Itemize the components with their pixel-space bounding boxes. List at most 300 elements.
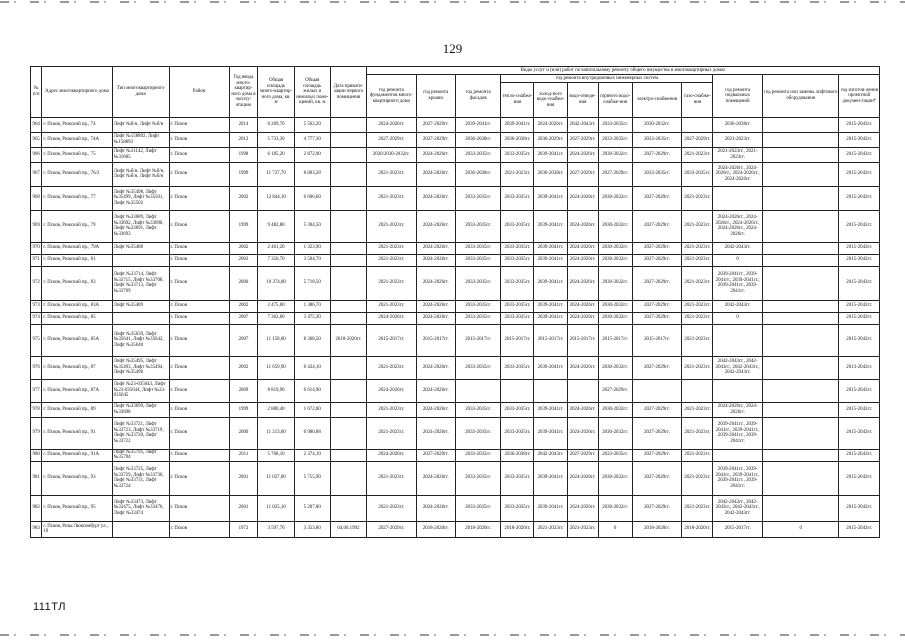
house-type-cell: Лифт №33714, Лифт №33715, Лифт №33708, Лифт №33713, Лифт №33709 xyxy=(112,266,169,300)
district-cell: г. Псков xyxy=(169,521,229,537)
living-area-cell: 5 755,90 xyxy=(294,461,330,495)
basement-cell: 2042-2043гг. xyxy=(713,242,763,254)
row-number: 983 xyxy=(31,521,42,537)
lift-cell xyxy=(762,162,839,186)
year-cell: 1999 xyxy=(229,162,258,186)
cold-water-cell: 2042-2043гг. xyxy=(534,449,567,461)
lift-cell xyxy=(762,495,839,521)
lift-cell xyxy=(762,356,839,379)
privatization-date-cell xyxy=(330,379,366,402)
total-area-cell: 2 461,20 xyxy=(258,242,294,254)
privatization-date-cell xyxy=(330,210,366,242)
row-number: 975 xyxy=(31,324,42,356)
electric-cell: 2027-2029гг. xyxy=(632,417,682,449)
address-cell: г. Псков, Рижский пр., 79А xyxy=(42,242,112,254)
row-number: 976 xyxy=(31,356,42,379)
row-number: 977 xyxy=(31,379,42,402)
foundation-cell: 2021-2023гг. xyxy=(367,254,417,266)
basement-cell: 2042-2043гг. xyxy=(713,300,763,312)
table-row xyxy=(31,186,880,210)
privatization-date-cell xyxy=(330,356,366,379)
house-type-cell: Лифт №23-035643, Лифт №23-035644, Лифт №23-035645 xyxy=(112,379,169,402)
cold-water-cell: 2039-2041гг. xyxy=(534,461,567,495)
year-cell: 2003 xyxy=(229,254,258,266)
row-number: 982 xyxy=(31,495,42,521)
district-cell: г. Псков xyxy=(169,402,229,417)
total-area-cell: 5 733,30 xyxy=(258,132,294,147)
address-cell: г. Псков, Рижский пр., 75 xyxy=(42,147,112,162)
privatization-date-cell xyxy=(330,162,366,186)
lift-cell xyxy=(762,312,839,324)
electric-cell: 2027-2029гг. xyxy=(632,210,682,242)
table-row xyxy=(31,117,880,132)
cold-water-cell: 2039-2041гг. xyxy=(534,266,567,300)
district-cell: г. Псков xyxy=(169,324,229,356)
sewer-cell: 2042-2043гг. xyxy=(567,117,598,132)
header-roof: год ремонта крыши xyxy=(416,75,455,117)
foundation-cell: 2027-2029гг. xyxy=(367,132,417,147)
table-row xyxy=(31,254,880,266)
total-area-cell: 2 880,40 xyxy=(258,402,294,417)
sewer-cell: 2024-2026гг. xyxy=(567,266,598,300)
cold-water-cell xyxy=(534,379,567,402)
row-number: 964 xyxy=(31,117,42,132)
sewer-cell: 2024-2026гг. xyxy=(567,186,598,210)
header-total-area: Общая площадь много-квартир-ного дома, кв. м xyxy=(258,67,294,118)
heat-cell: 2033-2035гг. xyxy=(501,210,534,242)
total-area-cell: 2 475,60 xyxy=(258,300,294,312)
house-type-cell: Лифт №33699, Лифт №33698 xyxy=(112,402,169,417)
electric-cell: 2027-2029гг. xyxy=(632,300,682,312)
hot-water-cell: 2030-2032гг. xyxy=(598,147,632,162)
facade-cell: 2033-2035гг. xyxy=(455,254,500,266)
lift-cell xyxy=(762,324,839,356)
electric-cell: 2027-2029гг. xyxy=(632,356,682,379)
foundation-cell: 2024-2026гг. xyxy=(367,449,417,461)
year-cell: 2002 xyxy=(229,186,258,210)
roof-cell: 2018-2020гг. xyxy=(416,521,455,537)
table-row xyxy=(31,449,880,461)
house-type-cell xyxy=(112,312,169,324)
cold-water-cell: 2021-2023гг. xyxy=(534,521,567,537)
foundation-cell: 2021-2023гг. xyxy=(367,186,417,210)
privatization-date-cell xyxy=(330,449,366,461)
roof-cell: 2024-2026гг. xyxy=(416,379,455,402)
privatization-date-cell xyxy=(330,417,366,449)
foundation-cell: 2021-2023гг. xyxy=(367,417,417,449)
lift-cell xyxy=(762,379,839,402)
design-docs-cell: 2015-2043гг. xyxy=(839,266,880,300)
total-area-cell: 8 209,70 xyxy=(258,117,294,132)
header-district: Район xyxy=(169,67,229,118)
sewer-cell: 2024-2026гг. xyxy=(567,495,598,521)
privatization-date-cell xyxy=(330,117,366,132)
lift-cell xyxy=(762,242,839,254)
basement-cell: 2042-2043гг., 2042-2043гг., 2042-2043гг., 2042-2043гг. xyxy=(713,356,763,379)
facade-cell: 2033-2035гг. xyxy=(455,461,500,495)
basement-cell: 2042-2043гг., 2042-2043гг., 2042-2043гг., 2042-2043гг. xyxy=(713,495,763,521)
hot-water-cell: 2030-2032гг. xyxy=(598,495,632,521)
house-type-cell: Лифт №35495, Лифт №35493, Лифт №35494, Лифт №35496 xyxy=(112,356,169,379)
cold-water-cell: 2039-2041гг. xyxy=(534,210,567,242)
privatization-date-cell xyxy=(330,402,366,417)
house-type-cell: Лифт №б/н, Лифт №б/н xyxy=(112,117,169,132)
row-number: 979 xyxy=(31,417,42,449)
gas-cell: 2021-2023гг. xyxy=(682,402,713,417)
basement-cell: 2039-2041гг., 2039-2041гг., 2039-2041гг., 2039-2041гг., 2039-2041гг. xyxy=(713,266,763,300)
lift-cell xyxy=(762,186,839,210)
basement-cell: 2015-2017гг. xyxy=(713,521,763,537)
scan-artifact-bottom xyxy=(0,634,905,636)
heat-cell: 2018-2020гг. xyxy=(501,521,534,537)
hot-water-cell: 2030-2032гг. xyxy=(598,254,632,266)
sewer-cell xyxy=(567,379,598,402)
living-area-cell: 5 207,80 xyxy=(294,495,330,521)
roof-cell: 2024-2026гг. xyxy=(416,162,455,186)
privatization-date-cell xyxy=(330,266,366,300)
foundation-cell: 2021-2023гг. xyxy=(367,162,417,186)
total-area-cell: 11 025,10 xyxy=(258,495,294,521)
footer-mark: 111ТЛ xyxy=(33,601,66,613)
sewer-cell: 2024-2026гг. xyxy=(567,356,598,379)
address-cell: г. Псков, Рижский пр., 81 xyxy=(42,254,112,266)
sewer-cell: 2024-2026гг. xyxy=(567,242,598,254)
cold-water-cell: 2039-2041гг. xyxy=(534,254,567,266)
living-area-cell: 3 353,80 xyxy=(294,521,330,537)
living-area-cell: 6 980,88 xyxy=(294,417,330,449)
table-row xyxy=(31,417,880,449)
lift-cell xyxy=(762,147,839,162)
privatization-date-cell xyxy=(330,300,366,312)
roof-cell: 2024-2026гг. xyxy=(416,461,455,495)
total-area-cell: 12 844,10 xyxy=(258,186,294,210)
foundation-cell: 2020/2030-2032гг. xyxy=(367,147,417,162)
living-area-cell: 3 475,30 xyxy=(294,312,330,324)
electric-cell: 2030-2032гг. xyxy=(632,117,682,132)
hot-water-cell: 2030-2032гг. xyxy=(598,242,632,254)
sewer-cell: 2027-2029гг. xyxy=(567,449,598,461)
facade-cell: 2033-2035гг. xyxy=(455,242,500,254)
foundation-cell: 2024-2026гг. xyxy=(367,312,417,324)
design-docs-cell: 2015-2043гг. xyxy=(839,242,880,254)
basement-cell: 0 xyxy=(713,254,763,266)
basement-cell: 2021-2023гг., 2021-2023гг. xyxy=(713,147,763,162)
design-docs-cell: 2015-2043гг. xyxy=(839,132,880,147)
address-cell: г. Псков, Розы Люксембург ул., 19 xyxy=(42,521,112,537)
living-area-cell: 5 718,50 xyxy=(294,266,330,300)
living-area-cell: 1 672,80 xyxy=(294,402,330,417)
heat-cell: 2033-2035гг. xyxy=(501,186,534,210)
foundation-cell: 2021-2023гг. xyxy=(367,266,417,300)
facade-cell: 2033-2035гг. xyxy=(455,312,500,324)
year-cell: 2014 xyxy=(229,117,258,132)
basement-cell: 2039-2041гг., 2039-2041гг., 2039-2041гг., 2039-2041гг., 2039-2041гг. xyxy=(713,417,763,449)
facade-cell: 2036-2038гг. xyxy=(455,162,500,186)
district-cell: г. Псков xyxy=(169,379,229,402)
district-cell: г. Псков xyxy=(169,417,229,449)
house-type-cell xyxy=(112,521,169,537)
address-cell: г. Псков, Рижский пр., 83 xyxy=(42,266,112,300)
year-cell: 2002 xyxy=(229,300,258,312)
district-cell: г. Псков xyxy=(169,312,229,324)
design-docs-cell: 2015-2043гг. xyxy=(839,162,880,186)
header-basement: год ремонта подвальных помещений xyxy=(713,75,763,117)
electric-cell: 2027-2029гг. xyxy=(632,186,682,210)
roof-cell: 2027-2029гг. xyxy=(416,117,455,132)
row-number: 981 xyxy=(31,461,42,495)
hot-water-cell: 2030-2032гг. xyxy=(598,300,632,312)
header-living-area: Общая площадь жилых и нежилых поме-щений, кв. м xyxy=(294,67,330,118)
year-cell: 1999 xyxy=(229,402,258,417)
privatization-date-cell xyxy=(330,147,366,162)
address-cell: г. Псков, Рижский пр., 79 xyxy=(42,210,112,242)
electric-cell: 2033-2035гг. xyxy=(632,132,682,147)
gas-cell: 2021-2023гг. xyxy=(682,461,713,495)
house-type-cell: Лифт №35488 xyxy=(112,242,169,254)
living-area-cell: 6 606,60 xyxy=(294,186,330,210)
row-number: 970 xyxy=(31,242,42,254)
roof-cell: 2024-2026гг. xyxy=(416,300,455,312)
living-area-cell: 6 434,10 xyxy=(294,356,330,379)
living-area-cell: 8 803,28 xyxy=(294,162,330,186)
row-number: 966 xyxy=(31,147,42,162)
table-row xyxy=(31,379,880,402)
heat-cell: 2033-2035гг. xyxy=(501,242,534,254)
row-number: 971 xyxy=(31,254,42,266)
house-type-cell: Лифт №35498, Лифт №35499, Лифт №35501, Лифт №35502 xyxy=(112,186,169,210)
basement-cell: 2036-2038гг. xyxy=(713,117,763,132)
basement-cell xyxy=(713,379,763,402)
year-cell: 2007 xyxy=(229,324,258,356)
hot-water-cell: 2030-2032гг. xyxy=(598,266,632,300)
sewer-cell: 2027-2029гг. xyxy=(567,162,598,186)
header-num: № п/п xyxy=(31,67,42,118)
hot-water-cell: 2027-2029гг. xyxy=(598,379,632,402)
row-number: 965 xyxy=(31,132,42,147)
electric-cell: 2027-2029гг. xyxy=(632,254,682,266)
house-type-cell xyxy=(112,254,169,266)
house-type-cell: Лифт №158892, Лифт №158893 xyxy=(112,132,169,147)
sewer-cell: 2021-2023гг. xyxy=(567,521,598,537)
heat-cell: 2033-2035гг. xyxy=(501,254,534,266)
living-area-cell: 1 323,90 xyxy=(294,242,330,254)
facade-cell: 2015-2017гг. xyxy=(455,324,500,356)
house-type-cell: Лифт №31142, Лифт №31685 xyxy=(112,147,169,162)
foundation-cell: 2021-2023гг. xyxy=(367,356,417,379)
cold-water-cell: 2039-2041гг. xyxy=(534,356,567,379)
heat-cell: 2033-2035гг. xyxy=(501,461,534,495)
table-body xyxy=(31,117,880,537)
total-area-cell: 11 659,90 xyxy=(258,356,294,379)
sewer-cell: 2027-2029гг. xyxy=(567,132,598,147)
district-cell: г. Псков xyxy=(169,186,229,210)
facade-cell: 2033-2035гг. xyxy=(455,495,500,521)
header-gas: газо-снабже-ния xyxy=(682,83,713,117)
living-area-cell: 6 614,90 xyxy=(294,379,330,402)
heat-cell: 2021-2023гг. xyxy=(501,162,534,186)
sewer-cell: 2024-2026гг. xyxy=(567,461,598,495)
cold-water-cell: 2036-2029гг. xyxy=(534,132,567,147)
gas-cell: 2021-2023гг. xyxy=(682,186,713,210)
heat-cell: 2015-2017гг. xyxy=(501,324,534,356)
basement-cell xyxy=(713,324,763,356)
table-row xyxy=(31,495,880,521)
year-cell: 2007 xyxy=(229,312,258,324)
row-number: 967 xyxy=(31,162,42,186)
electric-cell: 2027-2029гг. xyxy=(632,312,682,324)
cold-water-cell: 2039-2041гг. xyxy=(534,417,567,449)
house-type-cell: Лифт №35489 xyxy=(112,300,169,312)
table-row xyxy=(31,521,880,537)
year-cell: 1999 xyxy=(229,210,258,242)
roof-cell: 2024-2026гг. xyxy=(416,254,455,266)
sewer-cell: 2024-2026гг. xyxy=(567,417,598,449)
heat-cell: 2033-2035гг. xyxy=(501,417,534,449)
sewer-cell: 2024-2026гг. xyxy=(567,147,598,162)
foundation-cell: 2024-2026гг. xyxy=(367,379,417,402)
heat-cell: 2036-2038гг. xyxy=(501,132,534,147)
district-cell: г. Псков xyxy=(169,300,229,312)
hot-water-cell: 2033-2035гг. xyxy=(598,132,632,147)
district-cell: г. Псков xyxy=(169,242,229,254)
address-cell: г. Псков, Рижский пр., 87А xyxy=(42,379,112,402)
header-electric: электро-снабжения xyxy=(632,83,682,117)
electric-cell: 2027-2029гг. xyxy=(632,449,682,461)
header-year: Год ввода много-квартир-ного дома в эксплу-атацию xyxy=(229,67,258,118)
year-cell: 2009 xyxy=(229,379,258,402)
scan-artifact-top xyxy=(0,1,905,3)
year-cell: 2000 xyxy=(229,417,258,449)
table-header xyxy=(31,67,880,118)
table-row xyxy=(31,147,880,162)
facade-cell: 2033-2035гг. xyxy=(455,210,500,242)
hot-water-cell: 2015-2017гг. xyxy=(598,324,632,356)
basement-cell: 2024-2026гг., 2024-2026гг. xyxy=(713,402,763,417)
electric-cell: 2027-2029гг. xyxy=(632,266,682,300)
facade-cell: 2033-2035гг. xyxy=(455,356,500,379)
foundation-cell: 2021-2023гг. xyxy=(367,402,417,417)
facade-cell: 2033-2035гг. xyxy=(455,449,500,461)
design-docs-cell: 2015-2043гг. xyxy=(839,312,880,324)
lift-cell xyxy=(762,266,839,300)
electric-cell: 2033-2035гг. xyxy=(632,162,682,186)
privatization-date-cell: 2018-2020гг. xyxy=(330,324,366,356)
header-foundation: год ремонта фундаментов много-квартирного дома xyxy=(367,75,417,117)
roof-cell: 2027-2029гг. xyxy=(416,132,455,147)
total-area-cell: 11 027,00 xyxy=(258,461,294,495)
total-area-cell: 11 158,00 xyxy=(258,324,294,356)
design-docs-cell: 2015-2043гг. xyxy=(839,117,880,132)
total-area-cell: 5 768,10 xyxy=(258,449,294,461)
gas-cell: 2021-2023гг. xyxy=(682,210,713,242)
facade-cell: 2033-2035гг. xyxy=(455,417,500,449)
facade-cell: 2033-2035гг. xyxy=(455,186,500,210)
hot-water-cell: 2033-2035гг. xyxy=(598,449,632,461)
design-docs-cell: 2015-2043гг. xyxy=(839,417,880,449)
electric-cell: 2027-2029гг. xyxy=(632,147,682,162)
heat-cell: 2033-2035гг. xyxy=(501,402,534,417)
house-type-cell: Лифт №б/н, Лифт №б/н, Лифт №б/н, Лифт №б/н xyxy=(112,162,169,186)
hot-water-cell: 2027-2029гг. xyxy=(598,162,632,186)
electric-cell: 2027-2029гг. xyxy=(632,461,682,495)
gas-cell: 2021-2023гг. xyxy=(682,312,713,324)
foundation-cell: 2021-2023гг. xyxy=(367,210,417,242)
heat-cell: 2033-2035гг. xyxy=(501,356,534,379)
sewer-cell: 2015-2017гг. xyxy=(567,324,598,356)
facade-cell: 2033-2035гг. xyxy=(455,147,500,162)
house-type-cell: Лифт №33689, Лифт №33692, Лифт №33690, Лифт №33691, Лифт №33693 xyxy=(112,210,169,242)
lift-cell xyxy=(762,210,839,242)
total-area-cell: 10 374,80 xyxy=(258,266,294,300)
electric-cell: 2027-2029гг. xyxy=(632,495,682,521)
cold-water-cell: 2015-2017гг. xyxy=(534,324,567,356)
roof-cell: 2024-2026гг. xyxy=(416,266,455,300)
header-facade: год ремонта фасадов xyxy=(455,75,500,117)
address-cell: г. Псков, Рижский пр., 87 xyxy=(42,356,112,379)
design-docs-cell: 2015-2043гг. xyxy=(839,379,880,402)
design-docs-cell: 2015-2043гг. xyxy=(839,147,880,162)
foundation-cell: 2015-2017гг. xyxy=(367,324,417,356)
heat-cell: 2033-2035гг. xyxy=(501,147,534,162)
table-row xyxy=(31,356,880,379)
row-number: 973 xyxy=(31,300,42,312)
year-cell: 2001 xyxy=(229,495,258,521)
table-row xyxy=(31,162,880,186)
electric-cell: 2027-2029гг. xyxy=(632,242,682,254)
year-cell: 2001 xyxy=(229,461,258,495)
house-type-cell: Лифт №35639, Лифт №35641, Лифт №35642, Лифт №35640 xyxy=(112,324,169,356)
gas-cell: 2021-2023гг. xyxy=(682,147,713,162)
design-docs-cell: 2015-2043гг. xyxy=(839,324,880,356)
year-cell: 2012 xyxy=(229,132,258,147)
design-docs-cell: 2015-2043гг. xyxy=(839,186,880,210)
design-docs-cell: 2015-2043гг. xyxy=(839,461,880,495)
gas-cell: 2027-2029гг. xyxy=(682,132,713,147)
gas-cell xyxy=(682,379,713,402)
district-cell: г. Псков xyxy=(169,449,229,461)
total-area-cell: 3 597,70 xyxy=(258,521,294,537)
design-docs-cell: 2013-2043гг. xyxy=(839,356,880,379)
house-type-cell: Лифт №35795, Лифт №35794 xyxy=(112,449,169,461)
living-area-cell: 1 386,70 xyxy=(294,300,330,312)
lift-cell: 0 xyxy=(762,521,839,537)
roof-cell: 2024-2026гг. xyxy=(416,402,455,417)
roof-cell: 2027-2029гг. xyxy=(416,449,455,461)
hot-water-cell: 2030-2032гг. xyxy=(598,417,632,449)
row-number: 972 xyxy=(31,266,42,300)
facade-cell: 2036-2038гг. xyxy=(455,132,500,147)
roof-cell: 2024-2026гг. xyxy=(416,147,455,162)
heat-cell: 2039-2041гг. xyxy=(501,117,534,132)
page-number: 129 xyxy=(442,41,463,56)
living-area-cell: 4 777,30 xyxy=(294,132,330,147)
table-row xyxy=(31,402,880,417)
facade-cell: 2033-2035гг. xyxy=(455,300,500,312)
address-cell: г. Псков, Рижский пр., 85А xyxy=(42,324,112,356)
living-area-cell: 8 368,50 xyxy=(294,324,330,356)
address-cell: г. Псков, Рижский пр., 83А xyxy=(42,300,112,312)
facade-cell: 2018-2020гг. xyxy=(455,521,500,537)
table-row xyxy=(31,312,880,324)
heat-cell: 2036-2038гг. xyxy=(501,449,534,461)
capital-repair-table xyxy=(30,66,880,538)
lift-cell xyxy=(762,254,839,266)
header-address: Адрес многоквартирного дома xyxy=(42,67,112,118)
roof-cell: 2024-2026гг. xyxy=(416,186,455,210)
row-number: 969 xyxy=(31,210,42,242)
total-area-cell: 7 362,60 xyxy=(258,312,294,324)
district-cell: г. Псков xyxy=(169,162,229,186)
